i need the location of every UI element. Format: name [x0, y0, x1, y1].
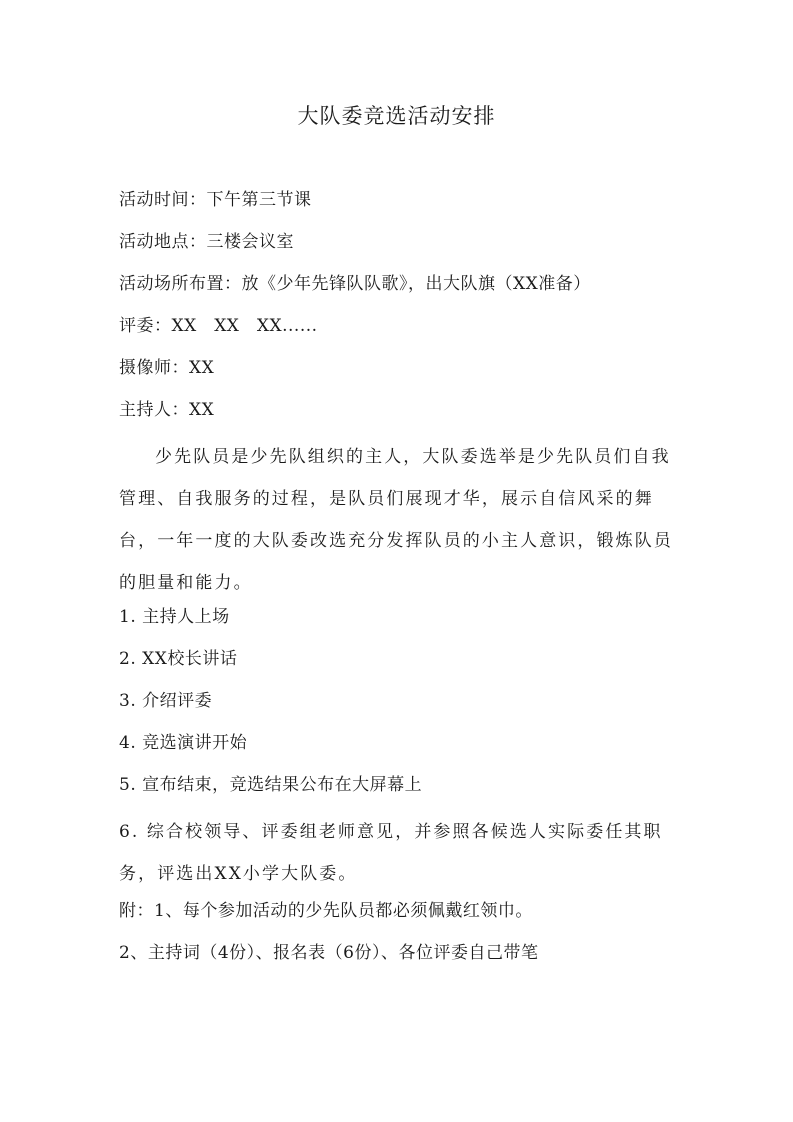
step-item: 6. 综合校领导、评委组老师意见，并参照各候选人实际委任其职务，评选出XX小学大队委。: [119, 822, 663, 884]
activity-time: 活动时间：下午第三节课: [119, 190, 312, 210]
venue-setup: 活动场所布置：放《少年先锋队队歌》，出大队旗（XX准备）: [119, 274, 591, 294]
step-item: 4. 竞选演讲开始: [119, 733, 248, 753]
step-item: 5. 宣布结束，竞选结果公布在大屏幕上: [119, 775, 423, 795]
host: 主持人：XX: [119, 400, 215, 420]
appendix-item: 附：1、每个参加活动的少先队员都必须佩戴红领巾。: [119, 901, 533, 921]
step-item: 2. XX校长讲话: [119, 649, 238, 669]
photographer: 摄像师：XX: [119, 358, 215, 378]
judges: 评委：XX XX XX......: [119, 316, 318, 336]
step-item: 3. 介绍评委: [119, 691, 213, 711]
appendix-item: 2、主持词（4份）、报名表（6份）、各位评委自己带笔: [119, 943, 539, 963]
activity-place: 活动地点：三楼会议室: [119, 232, 294, 252]
intro-paragraph: 少先队员是少先队组织的主人，大队委选举是少先队员们自我管理、自我服务的过程，是队员们展现才华，展示自信风采的舞台，一年一度的大队委改选充分发挥队员的小主人意识，锻炼队员的胆量和能力。: [119, 447, 673, 593]
step-item: 1. 主持人上场: [119, 607, 230, 627]
document-title: 大队委竞选活动安排: [297, 104, 496, 128]
